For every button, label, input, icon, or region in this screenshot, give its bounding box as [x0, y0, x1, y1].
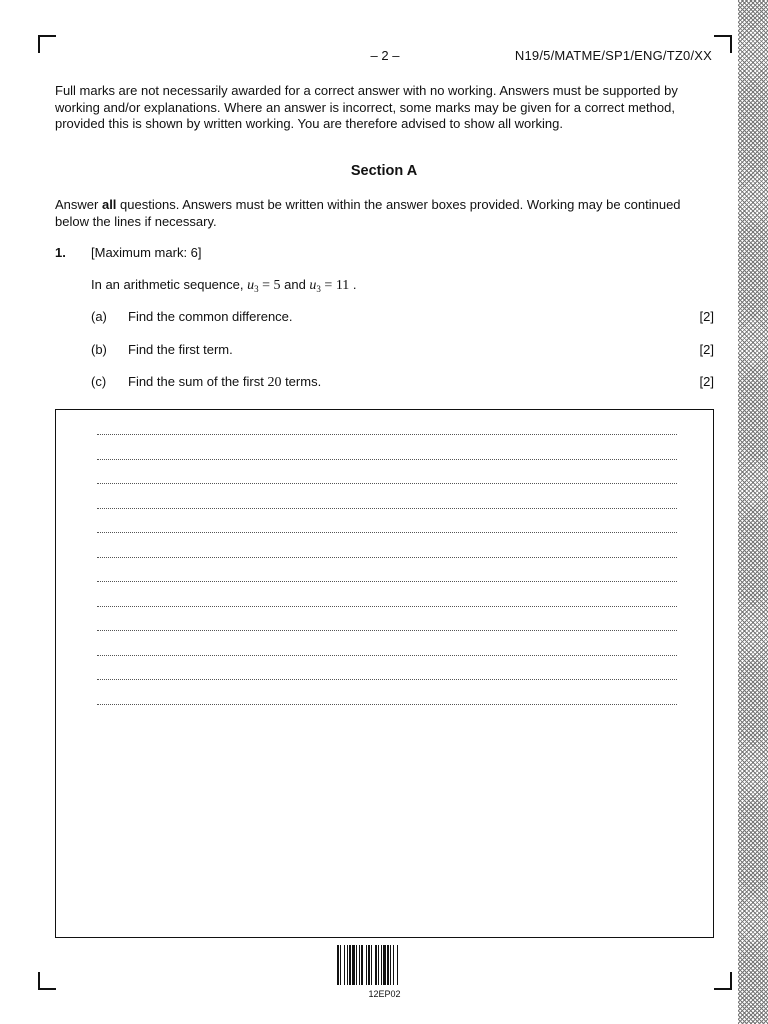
- answer-dotted-line[interactable]: [97, 704, 677, 705]
- part-text: Find the sum of the first 20 terms.: [128, 374, 322, 390]
- section-title: Section A: [350, 163, 418, 179]
- part-label: (b): [91, 342, 107, 357]
- crop-mark-bottom-right: [714, 972, 732, 990]
- answer-dotted-line[interactable]: [97, 679, 677, 680]
- part-marks: [2]: [699, 342, 714, 357]
- answer-dotted-line[interactable]: [97, 630, 677, 631]
- question-stem: In an arithmetic sequence, $u_3 = 5$ and $u_3 = 11$ .: [91, 277, 357, 294]
- crop-mark-top-right: [714, 35, 732, 53]
- answer-dotted-line[interactable]: [97, 557, 677, 558]
- side-hatch-margin: [738, 0, 768, 1024]
- answer-dotted-line[interactable]: [97, 532, 677, 533]
- part-marks: [2]: [699, 309, 714, 324]
- question-max-mark: [Maximum mark: 6]: [91, 245, 202, 260]
- answer-dotted-line[interactable]: [97, 459, 677, 460]
- working-instructions: Full marks are not necessarily awarded for a correct answer with no working. Answers must be supported by working and/or explanations. Where an answer is incorrect, some marks may be given for a correct method, provided this is shown by written working. You are therefore advised to show all working.: [55, 83, 678, 131]
- answer-dotted-line[interactable]: [97, 655, 677, 656]
- question-number: 1.: [55, 245, 66, 260]
- answer-box[interactable]: [55, 409, 714, 938]
- answer-dotted-line[interactable]: [97, 581, 677, 582]
- paper-code: N19/5/MATME/SP1/ENG/TZ0/XX: [514, 48, 712, 63]
- answer-dotted-line[interactable]: [97, 483, 677, 484]
- part-text: Find the first term.: [128, 342, 233, 357]
- barcode: [337, 945, 432, 985]
- section-instructions: Answer all questions. Answers must be written within the answer boxes provided. Working may be continued below the lines if necessary.: [55, 197, 681, 229]
- crop-mark-top-left: [38, 35, 56, 53]
- page-number: – 2 –: [370, 48, 400, 63]
- answer-dotted-line[interactable]: [97, 606, 677, 607]
- part-label: (a): [91, 309, 107, 324]
- emphasis-all: all: [101, 197, 117, 212]
- part-marks: [2]: [699, 374, 714, 389]
- answer-dotted-line[interactable]: [97, 508, 677, 509]
- part-text: Find the common difference.: [128, 309, 293, 324]
- barcode-label: 12EP02: [368, 989, 401, 999]
- part-label: (c): [91, 374, 107, 389]
- crop-mark-bottom-left: [38, 972, 56, 990]
- answer-dotted-line[interactable]: [97, 434, 677, 435]
